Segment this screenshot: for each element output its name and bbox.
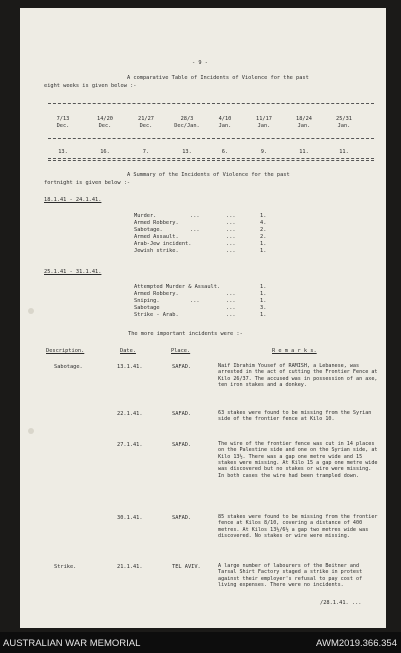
incident-type: Armed Robbery. [134, 220, 179, 226]
incident-type: Sabotage. [134, 227, 163, 233]
week-header: 28/3 Dec/Jan. [174, 116, 200, 129]
page-number: - 9 - [192, 60, 208, 66]
incident-remarks: 85 stakes were found to be missing from the frontier fence at Kilos 8/10, covering a distance of 400 metres. At Kilos 13½/6½ a gap two metres wide was discovered. No stakes or wire were missing. [218, 514, 378, 539]
incident-place: SAFAD. [172, 364, 192, 370]
incident-count: 1. [260, 298, 267, 304]
header-remarks: R e m a r k s. [272, 348, 317, 354]
incident-date: 13.1.41. [117, 364, 143, 370]
dots: ... [190, 227, 200, 233]
dots: ... [226, 298, 236, 304]
week-header: 7/13 Dec. [56, 116, 70, 129]
dots: ... [226, 241, 236, 247]
incident-count: 1. [260, 284, 267, 290]
intro-line-2: eight weeks is given below :- [44, 83, 137, 89]
week-count: 6. [221, 149, 229, 155]
incident-date: 27.1.41. [117, 442, 143, 448]
footer-institution: AUSTRALIAN WAR MEMORIAL [3, 638, 141, 649]
incident-count: 1. [260, 312, 267, 318]
dots: ... [226, 213, 236, 219]
week-header: 11/17 Jan. [256, 116, 272, 129]
period-1-heading: 18.1.41 - 24.1.41. [44, 197, 102, 203]
footer-bar [0, 632, 401, 653]
incident-place: SAFAD. [172, 515, 192, 521]
incident-place: SAFAD. [172, 442, 192, 448]
incident-description: Sabotage. [54, 364, 83, 370]
header-description: Description. [46, 348, 85, 354]
incident-count: 2. [260, 227, 267, 233]
incident-count: 1. [260, 291, 267, 297]
incident-type: Armed Robbery. [134, 291, 179, 297]
dots: ... [226, 305, 236, 311]
incident-type: Jewish strike. [134, 248, 179, 254]
double-divider [48, 158, 374, 161]
dots: ... [226, 248, 236, 254]
period-2-heading: 25.1.41 - 31.1.41. [44, 269, 102, 275]
continuation-mark: /28.1.41. ... [320, 600, 362, 606]
incident-place: TEL AVIV. [172, 564, 201, 570]
incident-date: 30.1.41. [117, 515, 143, 521]
incident-type: Murder. [134, 213, 157, 219]
dots: ... [190, 213, 200, 219]
document-page [20, 8, 386, 628]
incident-type: Sabotage [134, 305, 160, 311]
incident-count: 4. [260, 220, 267, 226]
week-count: 13. [58, 149, 68, 155]
incident-type: Arab-Jew incident. [134, 241, 192, 247]
incident-type: Sniping. [134, 298, 160, 304]
week-count: 11. [299, 149, 309, 155]
week-count: 16. [100, 149, 110, 155]
incident-count: 3. [260, 305, 267, 311]
divider [48, 138, 374, 139]
footer-accession-number: AWM2019.366.354 [316, 638, 397, 649]
incident-type: Attempted Murder & Assault. [134, 284, 221, 290]
dots: ... [226, 220, 236, 226]
incident-count: 2. [260, 234, 267, 240]
dots: ... [226, 234, 236, 240]
incident-remarks: The wire of the frontier fence was cut in 14 places on the Palestine side and one on the Syrian side, at Kilo 13½. There was a gap one metre wide and 15 stakes were missing. At Kilo 15 a gap one metre wide was discovered but no stakes or wire were missing. In both cases the wire had been trampled down. [218, 441, 378, 479]
intro-line-1: A comparative Table of Incidents of Violence for the past [127, 75, 309, 81]
week-count: 13. [182, 149, 192, 155]
week-count: 9. [260, 149, 268, 155]
incident-remarks: Naif Ibrahim Yousef of RAMISH, a Lebanese, was arrested in the act of cutting the Frontier Fence at Kilo 26/37. The accused was in possession of an axe, ten iron stakes and a donkey. [218, 363, 378, 388]
header-place: Place. [171, 348, 191, 354]
incident-date: 22.1.41. [117, 411, 143, 417]
dots: ... [190, 298, 200, 304]
dots: ... [226, 312, 236, 318]
week-count: 11. [339, 149, 349, 155]
summary-intro-line-2: fortnight is given below :- [44, 180, 131, 186]
incident-count: 1. [260, 213, 267, 219]
header-date: Date. [120, 348, 136, 354]
week-header: 4/10 Jan. [218, 116, 232, 129]
important-intro: The more important incidents were :- [128, 331, 243, 337]
punch-hole [28, 428, 34, 434]
divider [48, 103, 374, 104]
incident-remarks: A large number of labourers of the Beitner and Tarsal Shirt Factory staged a strike in protest against their employer's refusal to pay cost of living expenses. There were no incidents. [218, 563, 363, 588]
week-header: 14/20 Dec. [97, 116, 113, 129]
week-header: 21/27 Dec. [138, 116, 154, 129]
punch-hole [28, 308, 34, 314]
week-header: 25/31 Jan. [336, 116, 352, 129]
incident-description: Strike. [54, 564, 77, 570]
incident-type: Armed Assault. [134, 234, 179, 240]
incident-place: SAFAD. [172, 411, 192, 417]
incident-count: 1. [260, 248, 267, 254]
dots: ... [226, 291, 236, 297]
incident-remarks: 63 stakes were found to be missing from the Syrian side of the frontier fence at Kilo 10. [218, 410, 372, 423]
dots: ... [226, 227, 236, 233]
week-header: 18/24 Jan. [296, 116, 312, 129]
incident-type: Strike - Arab. [134, 312, 179, 318]
summary-intro-line-1: A Summary of the Incidents of Violence for the past [127, 172, 290, 178]
incident-count: 1. [260, 241, 267, 247]
incident-date: 21.1.41. [117, 564, 143, 570]
week-count: 7. [142, 149, 150, 155]
